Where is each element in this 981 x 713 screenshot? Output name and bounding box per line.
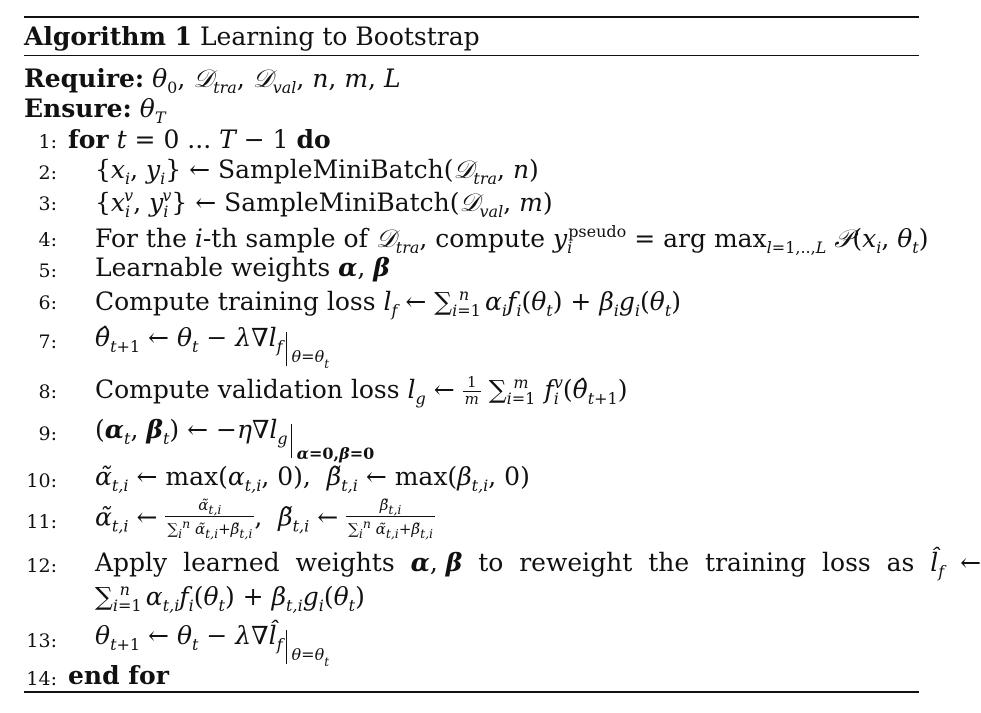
step-11: $\alphã_{t,i}$ ← $\frac{\alphã_{t,i}}{\sum_i^n \alphã_{t,i}+\betã_{t,i}}$ , $\betã_{t,i}$ ← $\frac{\betã_{t,i}}{\sum_i^n \alphã_{t,i}+\betã_{t,i}}$ [95,496,434,542]
step-number: 7: [38,331,57,353]
step-number: 2: [38,162,57,184]
ensure-line [24,96,165,126]
require-line [24,66,401,96]
step-number: 4: [38,229,57,251]
algorithm-title: Learning to Bootstrap [199,22,480,51]
algorithm-caption [24,24,480,49]
step-number: 12: [26,555,57,577]
caption-rule [24,55,919,56]
step-8: Compute validation loss $l_g$ ← $\frac{1}{m}$ $\sum_{i=1}^m$ $f_i^v(\thetâ_{t+1})$ [95,373,628,408]
step-number: 9: [38,423,57,445]
step-7: $\thetâ_{t+1}$ ← $\theta_t - \lambda\nabla l_f$ $\theta=\theta_t$ [95,323,330,371]
step-12: Apply learned weights α, β to reweight the training loss as $l̂_f$ ← [95,548,981,581]
require-text: $\theta_0$, 𝒟$_{tra}$, 𝒟$_{val}$, n, m, L [152,64,401,97]
step-number: 10: [26,470,57,492]
step-1: for t = 0 ... T − 1 do [68,125,331,154]
step-13: $\theta_{t+1}$ ← $\theta_t$ − $\lambda\nabla l̂_f$ $\theta=\theta_t$ [95,621,330,669]
step-14: end for [68,661,169,690]
step-number: 6: [38,292,57,314]
ensure-text: $\theta_T$ [139,94,166,127]
step-number: 11: [26,511,57,533]
step-5: Learnable weights α, β [95,253,390,282]
ensure-keyword: Ensure: [24,94,132,123]
algorithm-label: Algorithm 1 [24,22,192,51]
top-rule [24,16,919,18]
step-12-continued: $\sum_{i=1}^n$ $\alpha_{t,i}f_i(\theta_t) + \beta_{t,i}g_i(\theta_t)$ [95,580,365,615]
step-6: Compute training loss $l_f$ ← $\sum_{i=1}^n$ $\alpha_if_i(\theta_t) + \beta_ig_i(\theta_t)$ [95,285,682,320]
step-9: ($\alpha_t$, $\beta_t$) ← $-\eta\nabla l_g$ α=0,β=0 [95,415,375,463]
step-number: 3: [38,193,57,215]
step-number: 8: [38,381,57,403]
step-number: 1: [38,131,57,153]
require-keyword: Require: [24,64,145,93]
step-number: 13: [26,630,57,652]
step-10: $\alphã_{t,i}$ ← $\max(\alpha_{t,i}$, 0), $\betã_{t,i}$ ← $\max(\beta_{t,i}$, 0) [95,462,530,495]
step-3: {$x_i^v$, $y_i^v$} ← SampleMiniBatch(𝒟$_{val}$, m) [95,186,553,221]
step-4: For the i-th sample of 𝒟$_{tra}$, compute $y_i^{pseudo}$ = arg $\max_{l=1,..,L}$ $𝒫(x_i$, $\theta_t$) [95,222,929,257]
step-number: 5: [38,260,57,282]
bottom-rule [24,691,919,693]
step-2: {$x_i$, $y_i$} ← SampleMiniBatch(𝒟$_{tra}$, n) [95,155,539,188]
step-number: 14: [26,668,57,690]
